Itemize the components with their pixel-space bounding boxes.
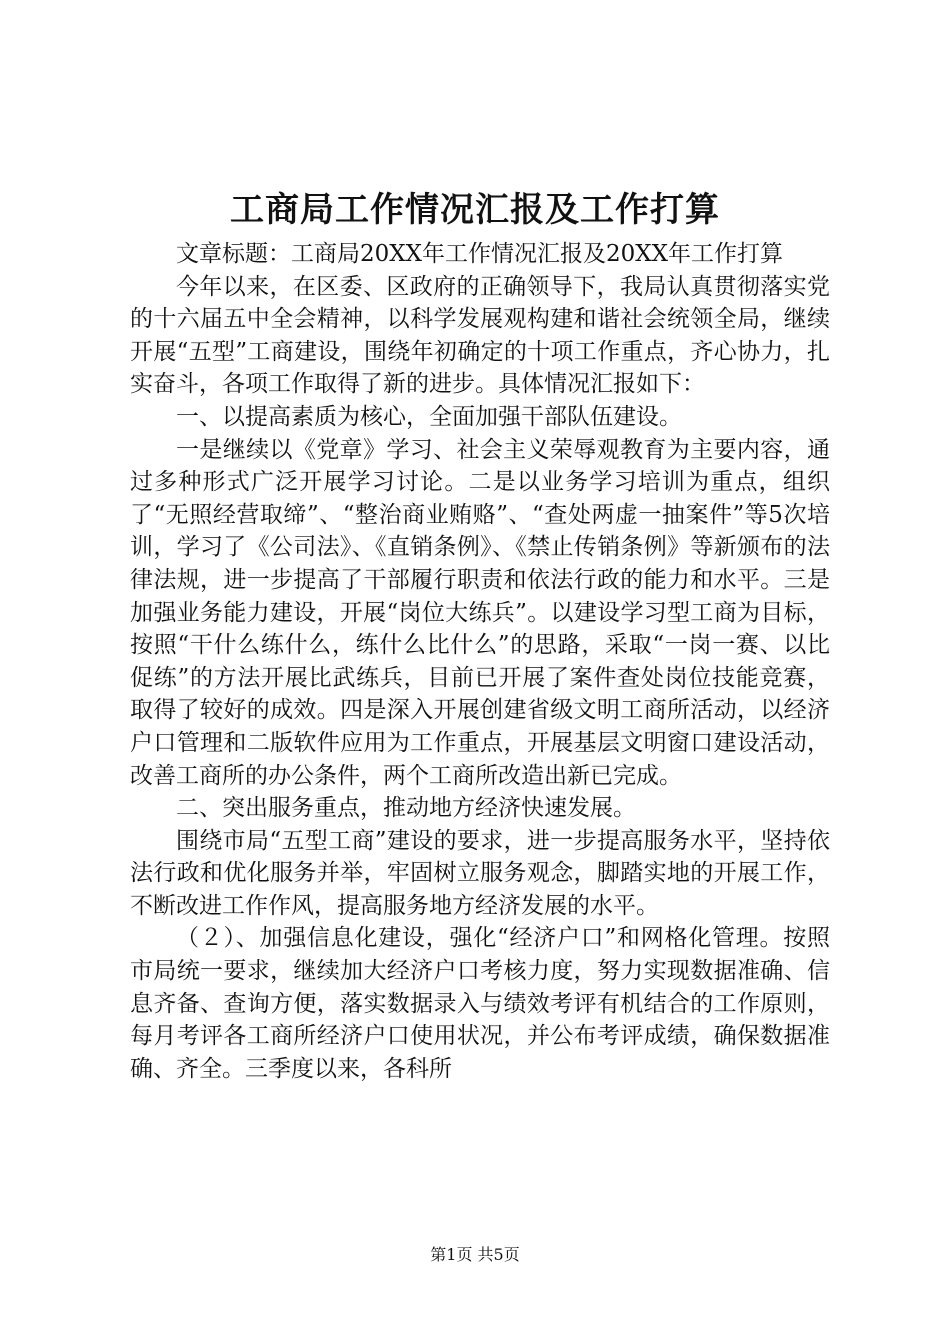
paragraph-section-1: 一是继续以《党章》学习、社会主义荣辱观教育为主要内容，通过多种形式广泛开展学习讨论。二是以业务学习培训为重点，组织了“无照经营取缔”、“整治商业贿赂”、“查处两虚一抽案件”等5次培训，学习了《公司法》、《直销条例》、《禁止传销条例》等新颁布的法律法规，进一步提高了干部履行职责和依法行政的能力和水平。三是加强业务能力建设，开展“岗位大练兵”。以建设学习型工商为目标，按照“干什么练什么，练什么比什么”的思路，采取“一岗一赛、以比促练”的方法开展比武练兵，目前已开展了案件查处岗位技能竞赛，取得了较好的成效。四是深入开展创建省级文明工商所活动，以经济户口管理和二版软件应用为工作重点，开展基层文明窗口建设活动，改善工商所的办公条件，两个工商所改造出新已完成。 bbox=[130, 436, 830, 789]
page-number-footer: 第1页 共5页 bbox=[430, 1245, 520, 1264]
document-title: 工商局工作情况汇报及工作打算 bbox=[230, 190, 720, 230]
paragraph-article-title: 文章标题：工商局20XX年工作情况汇报及20XX年工作打算 bbox=[176, 241, 784, 267]
document-body bbox=[130, 238, 830, 1085]
section-heading-2: 二、突出服务重点，推动地方经济快速发展。 bbox=[176, 795, 636, 822]
paragraph-section-2: 围绕市局“五型工商”建设的要求，进一步提高服务水平，坚持依法行政和优化服务并举，牢固树立服务观念，脚踏实地的开展工作，不断改进工作作风，提高服务地方经济发展的水平。 bbox=[130, 827, 830, 919]
section-heading-1: 一、以提高素质为核心，全面加强干部队伍建设。 bbox=[176, 403, 682, 430]
paragraph-intro: 今年以来，在区委、区政府的正确领导下，我局认真贯彻落实党的十六届五中全会精神，以科学发展观构建和谐社会统领全局，继续开展“五型”工商建设，围绕年初确定的十项工作重点，齐心协力，扎实奋斗，各项工作取得了新的进步。具体情况汇报如下： bbox=[130, 273, 830, 398]
paragraph-item-2: （２）、加强信息化建设，强化“经济户口”和网格化管理。按照市局统一要求，继续加大经济户口考核力度，努力实现数据准确、信息齐备、查询方便，落实数据录入与绩效考评有机结合的工作原则，每月考评各工商所经济户口使用状况，并公布考评成绩，确保数据准确、齐全。三季度以来，各科所 bbox=[130, 925, 830, 1082]
